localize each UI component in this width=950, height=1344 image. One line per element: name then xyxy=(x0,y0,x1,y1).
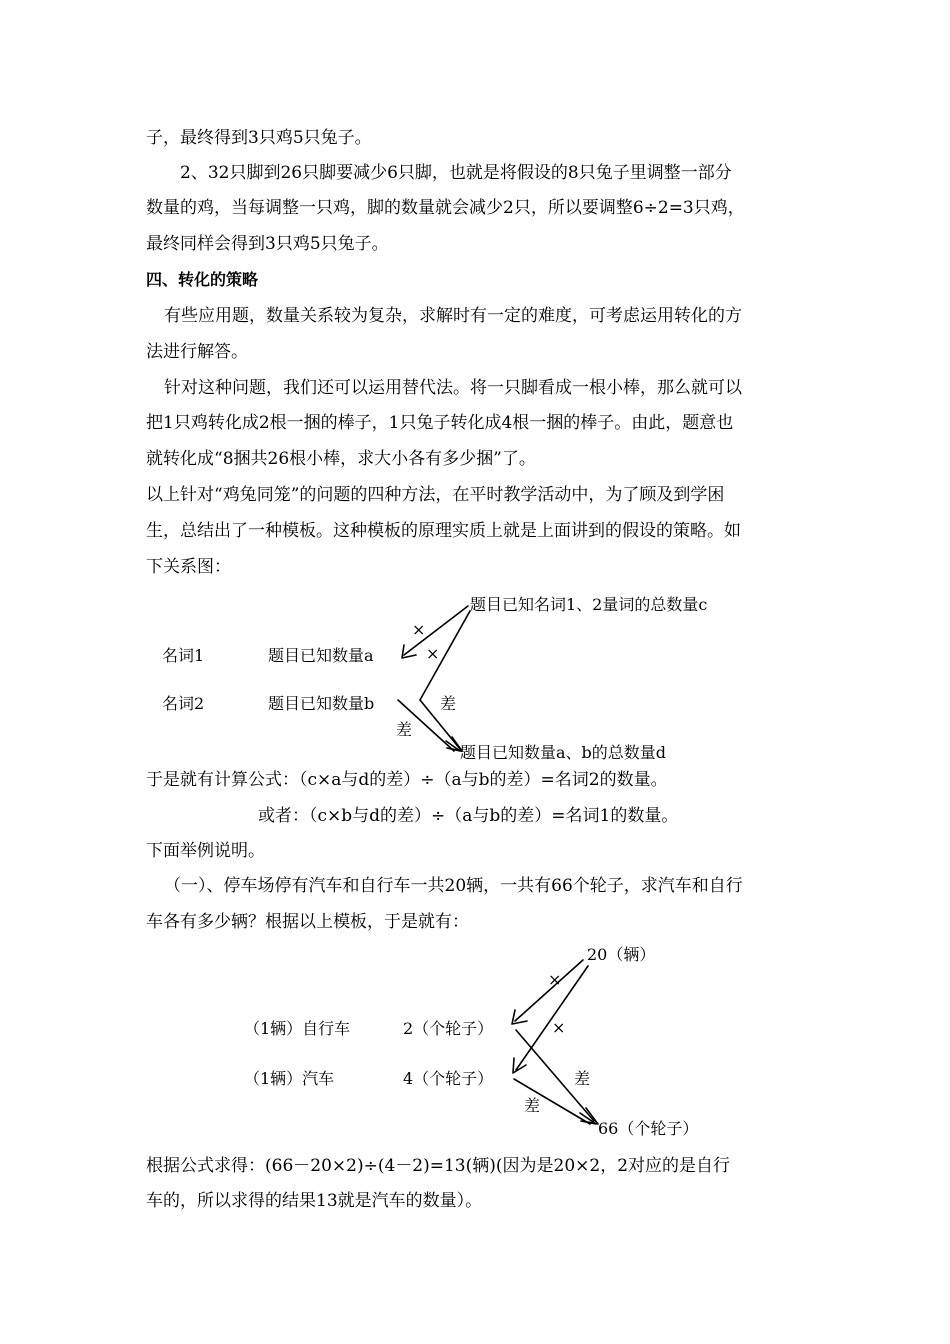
formula-line: 或者：（c×b与d的差）÷（a与b的差）=名词1的数量。 xyxy=(258,806,679,826)
arrow-line xyxy=(516,1030,594,1121)
text-line: 下关系图： xyxy=(146,557,231,577)
diagram-total: 20（辆） xyxy=(587,945,656,964)
text-line: 以上针对“鸡兔同笼”的问题的四种方法，在平时教学活动中，为了顾及到学困 xyxy=(146,485,725,505)
difference-label: 差 xyxy=(574,1069,591,1088)
diagram-noun1: 名词1 xyxy=(162,646,205,665)
diagram-row2-value: 4（个轮子） xyxy=(403,1069,494,1088)
difference-label: 差 xyxy=(396,720,413,739)
diagram-total-c: 题目已知名词1、2量词的总数量c xyxy=(470,595,708,614)
diagram-row2-label: （1辆）汽车 xyxy=(244,1069,335,1088)
text-line: 就转化成“8捆共26根小棒，求大小各有多少捆”了。 xyxy=(146,449,536,469)
text-line: 子，最终得到3只鸡5只兔子。 xyxy=(146,128,372,148)
diagram-result: 66（个轮子） xyxy=(598,1119,699,1138)
text-line: 针对这种问题，我们还可以运用替代法。将一只脚看成一根小棒，那么就可以 xyxy=(164,378,742,398)
arrow-line xyxy=(516,966,588,1070)
text-line: 下面举例说明。 xyxy=(146,841,265,861)
text-line: 2、32只脚到26只脚要减少6只脚，也就是将假设的8只兔子里调整一部分 xyxy=(180,163,732,183)
text-line: （一）、停车场停有汽车和自行车一共20辆，一共有66个轮子，求汽车和自行 xyxy=(164,876,743,896)
diagram-row1-label: （1辆）自行车 xyxy=(244,1019,351,1038)
difference-label: 差 xyxy=(524,1096,541,1115)
arrow-line xyxy=(515,960,583,1021)
text-line: 法进行解答。 xyxy=(146,342,248,362)
arrow-line xyxy=(514,1079,590,1124)
diagram-qty-a: 题目已知数量a xyxy=(268,646,374,665)
times-label: × xyxy=(426,644,440,663)
text-line: 车的，所以求得的结果13就是汽车的数量）。 xyxy=(146,1191,483,1211)
text-line: 把1只鸡转化成2根一捆的棒子，1只兔子转化成4根一捆的棒子。由此，题意也 xyxy=(146,413,734,433)
text-line: 车各有多少辆？根据以上模板，于是就有： xyxy=(146,912,469,932)
times-label: × xyxy=(552,1018,566,1037)
diagram-row1-value: 2（个轮子） xyxy=(403,1019,494,1038)
text-line: 数量的鸡，当每调整一只鸡，脚的数量就会减少2只，所以要调整6÷2=3只鸡， xyxy=(146,198,745,218)
difference-label: 差 xyxy=(440,694,457,713)
section-heading: 四、转化的策略 xyxy=(146,270,259,289)
text-line: 最终同样会得到3只鸡5只兔子。 xyxy=(146,234,389,254)
text-line: 有些应用题，数量关系较为复杂，求解时有一定的难度，可考虑运用转化的方 xyxy=(164,306,742,326)
times-label: × xyxy=(412,620,426,639)
diagram-qty-b: 题目已知数量b xyxy=(268,694,375,713)
formula-line: 于是就有计算公式：（c×a与d的差）÷（a与b的差）=名词2的数量。 xyxy=(146,770,668,790)
text-line: 生，总结出了一种模板。这种模板的原理实质上就是上面讲到的假设的策略。如 xyxy=(146,521,741,541)
diagram-noun2: 名词2 xyxy=(162,694,205,713)
times-label: × xyxy=(548,970,562,989)
text-line: 根据公式求得：(66－20×2)÷(4－2)=13(辆)(因为是20×2，2对应的是自行 xyxy=(146,1156,731,1176)
diagram-total-d: 题目已知数量a、b的总数量d xyxy=(460,743,667,762)
